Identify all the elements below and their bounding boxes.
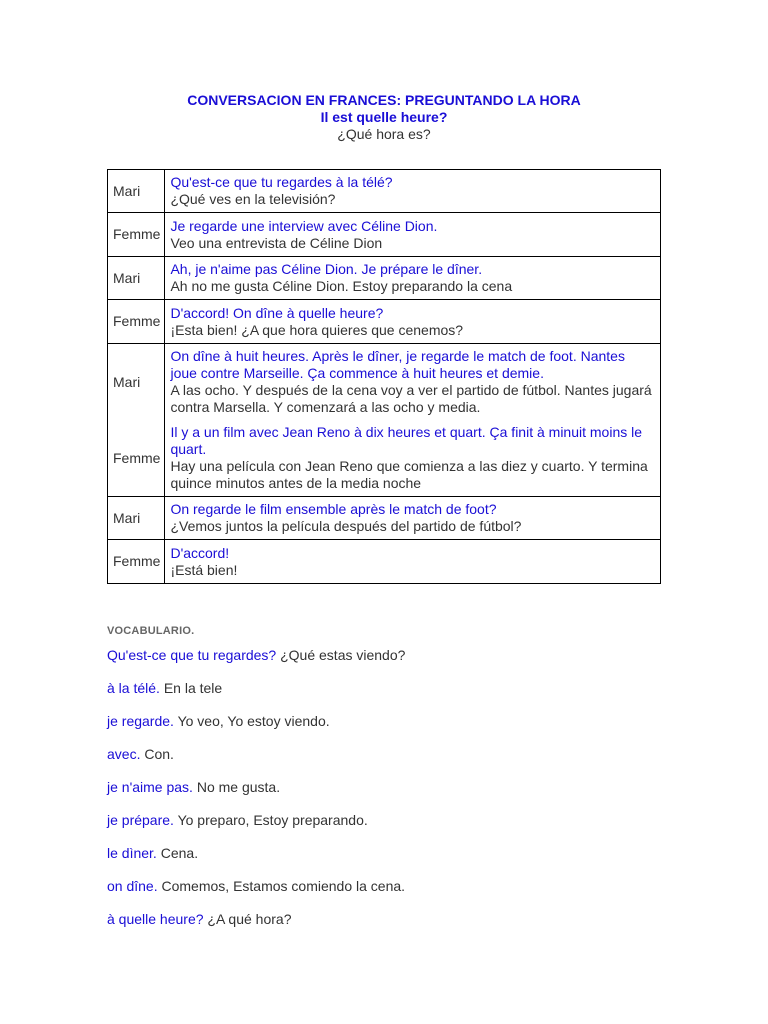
speaker-cell: Femme	[108, 300, 165, 344]
vocabulary-list	[107, 647, 667, 944]
dialogue-row	[108, 420, 661, 497]
dialogue-row	[108, 170, 661, 213]
vocabulary-term: à la télé.	[107, 680, 160, 696]
speaker-cell: Mari	[108, 497, 165, 540]
page-subtitle-spanish: ¿Qué hora es?	[337, 126, 431, 142]
french-line: Ah, je n'aime pas Céline Dion. Je prépare le dîner.	[170, 261, 483, 277]
vocabulary-item	[107, 845, 667, 878]
vocabulary-item	[107, 746, 667, 779]
dialogue-row	[108, 540, 661, 584]
vocabulary-term: je prépare.	[107, 812, 174, 828]
vocabulary-meaning: No me gusta.	[196, 779, 281, 795]
french-line: Qu'est-ce que tu regardes à la télé?	[170, 174, 393, 190]
spanish-line: Ah no me gusta Céline Dion. Estoy preparando la cena	[170, 278, 513, 294]
vocabulary-meaning: Cena.	[160, 845, 199, 861]
speaker-cell: Femme	[108, 420, 165, 497]
vocabulary-term: je n'aime pas.	[107, 779, 193, 795]
vocabulary-term: je regarde.	[107, 713, 174, 729]
line-cell	[165, 257, 661, 300]
spanish-line: ¡Está bien!	[170, 561, 238, 578]
french-line: D'accord!	[170, 544, 230, 561]
vocabulary-item	[107, 878, 667, 911]
speaker-cell: Femme	[108, 540, 165, 584]
vocabulary-meaning: ¿Qué estas viendo?	[280, 647, 406, 663]
spanish-line: A las ocho. Y después de la cena voy a ver el partido de fútbol. Nantes jugará contra Marsella. Y comenzará a las ocho y media.	[170, 382, 652, 415]
vocabulary-term: le dìner.	[107, 845, 157, 861]
vocabulary-meaning: Con.	[144, 746, 174, 762]
vocabulary-item	[107, 779, 667, 812]
french-line: Il y a un film avec Jean Reno à dix heures et quart. Ça finit à minuit moins le quart.	[170, 424, 643, 457]
line-cell	[165, 497, 661, 540]
page-subtitle-french: Il est quelle heure?	[320, 109, 448, 125]
vocabulary-heading: VOCABULARIO.	[107, 625, 195, 637]
vocabulary-item	[107, 911, 667, 944]
vocabulary-term: on dîne.	[107, 878, 158, 894]
spanish-line: ¡Esta bien! ¿A que hora quieres que cenemos?	[170, 321, 464, 338]
speaker-cell: Mari	[108, 170, 165, 213]
speaker-cell: Femme	[108, 213, 165, 257]
spanish-line: Veo una entrevista de Céline Dion	[170, 234, 383, 251]
vocabulary-meaning: En la tele	[163, 680, 223, 696]
speaker-cell: Mari	[108, 344, 165, 421]
dialogue-table	[107, 169, 661, 584]
french-line: On regarde le film ensemble après le match de foot?	[170, 501, 497, 517]
vocabulary-term: Qu'est-ce que tu regardes?	[107, 647, 277, 663]
dialogue-row	[108, 344, 661, 421]
line-cell	[165, 344, 661, 421]
speaker-cell: Mari	[108, 257, 165, 300]
french-line: On dîne à huit heures. Après le dîner, je regarde le match de foot. Nantes joue contre Marseille. Ça commence à huit heures et demie.	[170, 348, 625, 381]
dialogue-row	[108, 300, 661, 344]
dialogue-row	[108, 257, 661, 300]
vocabulary-term: avec.	[107, 746, 141, 762]
vocabulary-item	[107, 680, 667, 713]
line-cell	[165, 300, 661, 344]
page-title: CONVERSACION EN FRANCES: PREGUNTANDO LA HORA	[187, 92, 581, 108]
vocabulary-meaning: Yo veo, Yo estoy viendo.	[177, 713, 330, 729]
dialogue-row	[108, 497, 661, 540]
spanish-line: ¿Vemos juntos la película después del partido de fútbol?	[170, 518, 522, 534]
french-line: D'accord! On dîne à quelle heure?	[170, 304, 384, 321]
line-cell	[165, 170, 661, 213]
dialogue-row	[108, 213, 661, 257]
header	[0, 92, 768, 143]
spanish-line: ¿Qué ves en la televisión?	[170, 191, 336, 207]
vocabulary-term: à quelle heure?	[107, 911, 204, 927]
line-cell	[165, 213, 661, 257]
vocabulary-item	[107, 812, 667, 845]
vocabulary-item	[107, 713, 667, 746]
line-cell	[165, 540, 661, 584]
vocabulary-meaning: Yo preparo, Estoy preparando.	[177, 812, 368, 828]
vocabulary-item	[107, 647, 667, 680]
french-line: Je regarde une interview avec Céline Dion.	[170, 217, 438, 234]
vocabulary-meaning: Comemos, Estamos comiendo la cena.	[161, 878, 406, 894]
vocabulary-meaning: ¿A qué hora?	[207, 911, 292, 927]
line-cell	[165, 420, 661, 497]
spanish-line: Hay una película con Jean Reno que comienza a las diez y cuarto. Y termina quince minutos antes de la media noche	[170, 458, 648, 491]
